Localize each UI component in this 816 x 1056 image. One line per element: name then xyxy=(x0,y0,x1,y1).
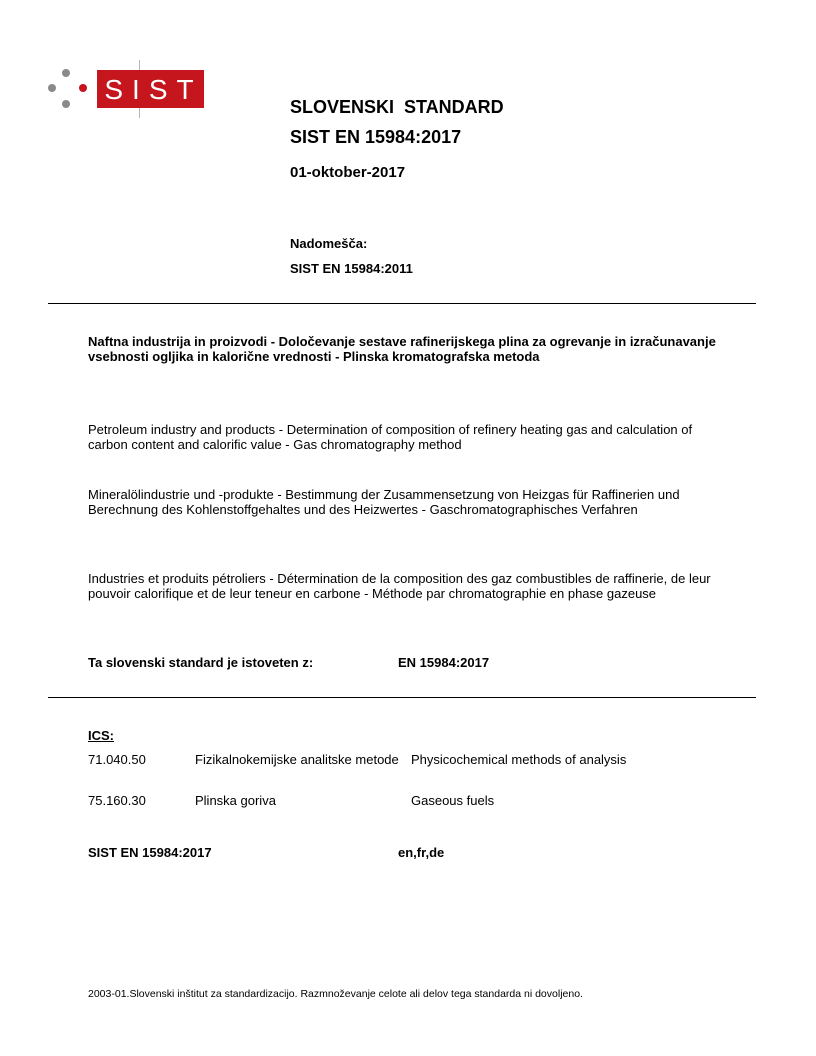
standard-date: 01-oktober-2017 xyxy=(290,164,406,181)
footer-code: SIST EN 15984:2017 xyxy=(88,845,212,860)
title-slovenian: Naftna industrija in proizvodi - Določevanje sestave rafinerijskega plina za ogrevanje in izračunavanje vsebnosti ogljika in kalorične vrednosti - Plinska kromatografska metoda xyxy=(88,334,716,364)
logo-dot-icon xyxy=(79,84,87,92)
title-french: Industries et produits pétroliers - Détermination de la composition des gaz combustibles de raffinerie, de leur pouvoir calorifique et de leur teneur en carbone - Méthode par chromatographie en phase gazeuse xyxy=(88,571,711,601)
logo-text: SIST xyxy=(104,74,203,105)
divider-bottom xyxy=(48,697,756,698)
title-english: Petroleum industry and products - Determination of composition of refinery heating gas and calculation of carbon content and calorific value - Gas chromatography method xyxy=(88,422,693,452)
footer-languages: en,fr,de xyxy=(398,845,445,860)
standard-code: SIST EN 15984:2017 xyxy=(290,127,462,147)
ics-description-sl: Fizikalnokemijske analitske metode xyxy=(195,752,399,767)
logo-dot-icon xyxy=(48,84,56,92)
ics-description-en: Gaseous fuels xyxy=(411,793,495,808)
ics-code: 71.040.50 xyxy=(88,752,146,767)
ics-code: 75.160.30 xyxy=(88,793,146,808)
standard-title: SLOVENSKI STANDARD xyxy=(290,97,504,117)
ics-heading: ICS: xyxy=(88,728,114,743)
logo-dot-icon xyxy=(62,69,70,77)
replaces-value: SIST EN 15984:2011 xyxy=(290,261,413,276)
copyright-notice: 2003-01.Slovenski inštitut za standardizacijo. Razmnoževanje celote ali delov tega standarda ni dovoljeno. xyxy=(88,988,583,1000)
replaces-label: Nadomešča: xyxy=(290,236,368,251)
title-german: Mineralölindustrie und -produkte - Bestimmung der Zusammensetzung von Heizgas für Raffinerien und Berechnung des Kohlenstoffgehaltes und des Heizwertes - Gaschromatographisches Verfahren xyxy=(88,487,680,517)
identical-value: EN 15984:2017 xyxy=(398,655,490,670)
ics-description-sl: Plinska goriva xyxy=(195,793,276,808)
divider-top xyxy=(48,303,756,304)
logo-dot-icon xyxy=(62,100,70,108)
ics-description-en: Physicochemical methods of analysis xyxy=(411,752,627,767)
identical-label: Ta slovenski standard je istoveten z: xyxy=(88,655,314,670)
